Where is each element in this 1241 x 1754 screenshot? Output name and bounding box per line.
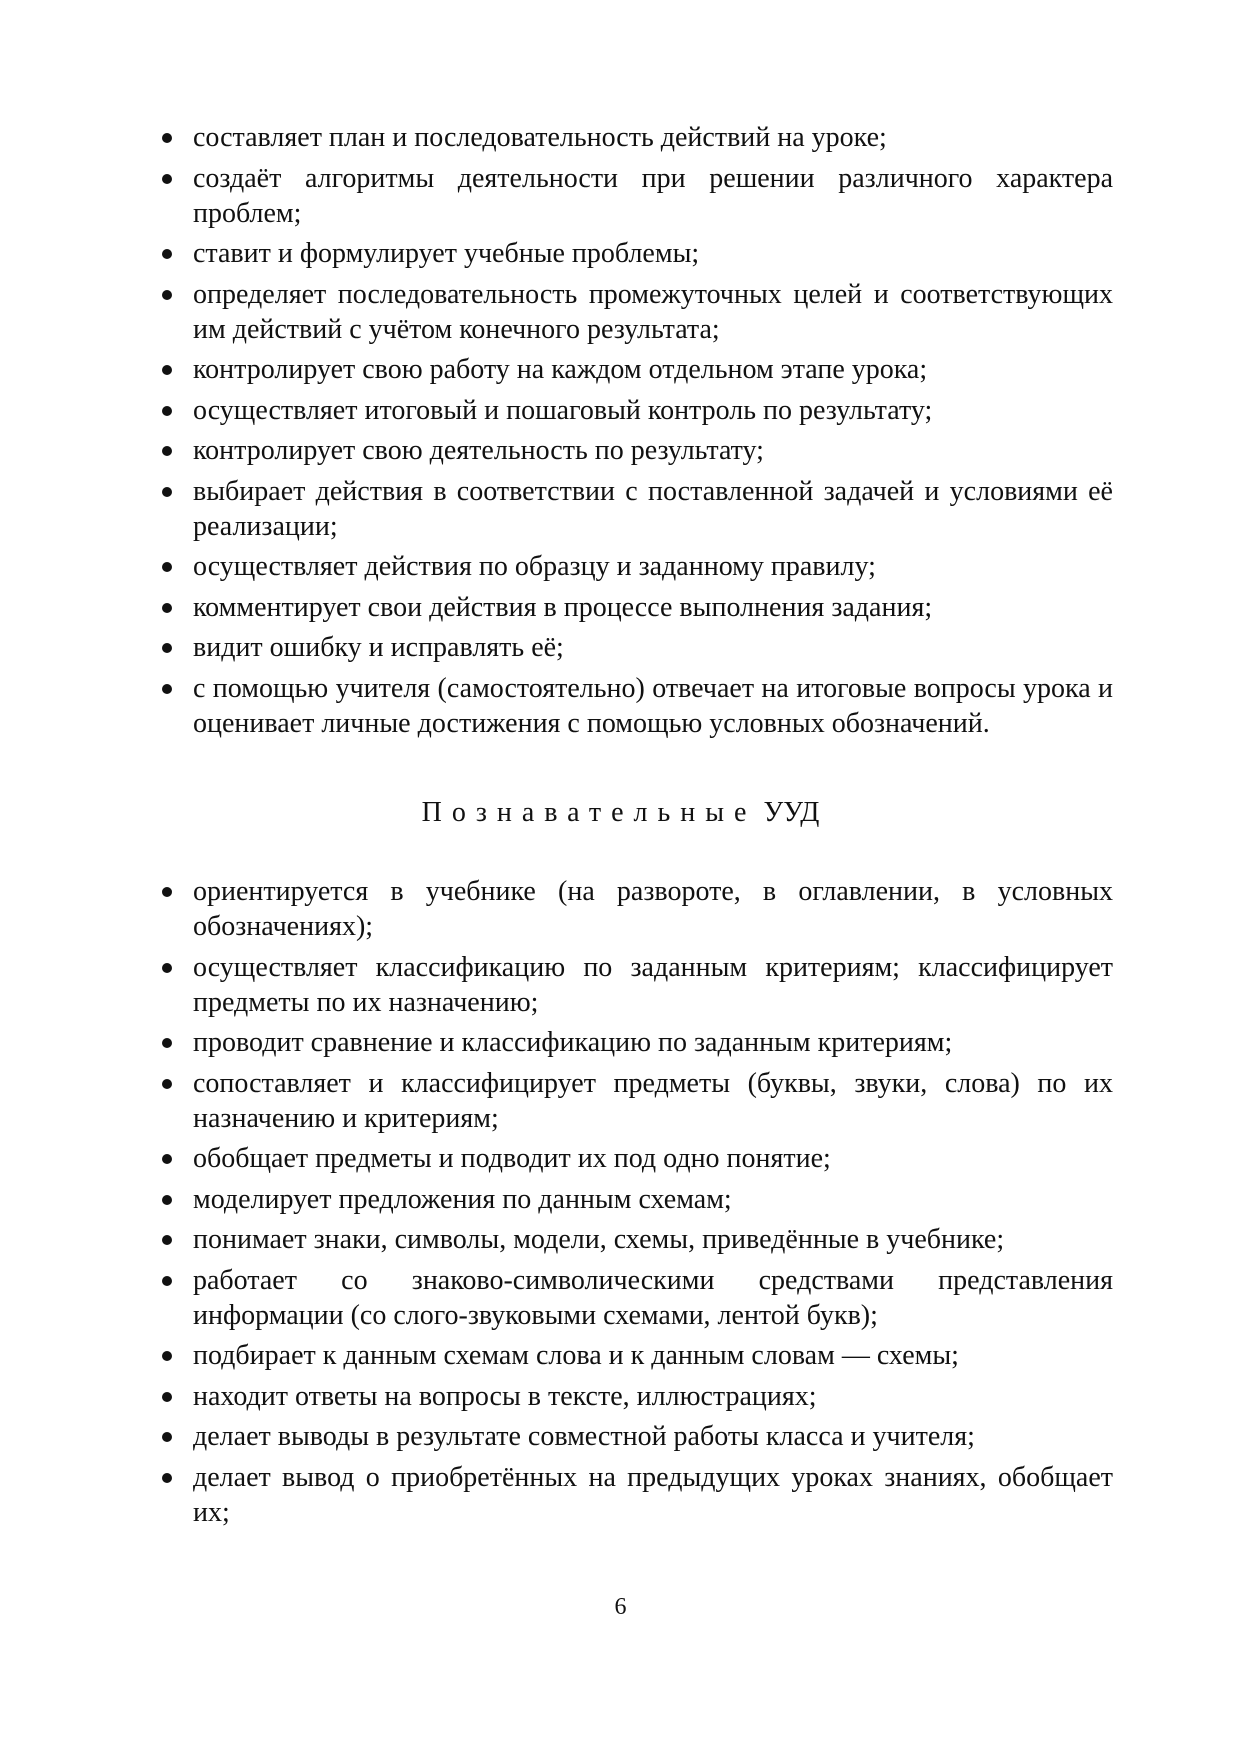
- list-item-text: осуществляет итоговый и пошаговый контроль по результату;: [193, 394, 933, 426]
- regulatory-uud-list: [193, 120, 1113, 746]
- list-item: [193, 1338, 1113, 1373]
- list-item-text: осуществляет классификацию по заданным критериям; классифицирует предметы по их назначению;: [193, 951, 1113, 1018]
- page-number: 6: [614, 1594, 627, 1620]
- list-item: [193, 1025, 1113, 1060]
- list-item-text: делает вывод о приобретённых на предыдущих уроках знаниях, обобщает их;: [193, 1461, 1113, 1528]
- list-item: [193, 161, 1113, 231]
- bullet-icon: [162, 643, 172, 653]
- list-item-text: подбирает к данным схемам слова и к данным словам — схемы;: [193, 1340, 959, 1371]
- bullet-icon: [162, 290, 172, 300]
- list-item-text: проводит сравнение и классификацию по заданным критериям;: [193, 1027, 953, 1058]
- list-item: [193, 630, 1113, 665]
- list-item-text: контролирует свою работу на каждом отдельном этапе урока;: [193, 354, 928, 385]
- bullet-icon: [162, 406, 172, 416]
- list-item-text: контролирует свою деятельность по результату;: [193, 435, 764, 466]
- bullet-icon: [162, 446, 172, 456]
- list-item: [193, 1222, 1113, 1257]
- list-item: [193, 671, 1113, 741]
- bullet-icon: [162, 1432, 172, 1442]
- list-item-text: ориентируется в учебнике (на развороте, в оглавлении, в условных обозначениях);: [193, 876, 1113, 942]
- list-item-text: понимает знаки, символы, модели, схемы, приведённые в учебнике;: [193, 1224, 1005, 1255]
- bullet-icon: [162, 133, 172, 143]
- list-item-text: составляет план и последовательность действий на уроке;: [193, 122, 887, 153]
- list-item-text: создаёт алгоритмы деятельности при решении различного характера проблем;: [193, 162, 1113, 229]
- section-heading: [0, 795, 1241, 830]
- list-item-text: видит ошибку и исправлять её;: [193, 632, 564, 663]
- bullet-icon: [162, 963, 172, 973]
- list-item: [193, 1379, 1113, 1414]
- list-item-text: обобщает предметы и подводит их под одно понятие;: [193, 1143, 831, 1174]
- list-item: [193, 120, 1113, 155]
- list-item: [193, 549, 1113, 584]
- bullet-icon: [162, 1351, 172, 1361]
- list-item: [193, 393, 1113, 428]
- list-item-text: работает со знаково-символическими средствами представления информации (со слого-звуковыми схемами, лентой букв);: [193, 1264, 1113, 1331]
- list-item-text: ставит и формулирует учебные проблемы;: [193, 238, 700, 269]
- cognitive-uud-list: [193, 874, 1113, 1535]
- list-item-text: выбирает действия в соответствии с поставленной задачей и условиями её реализации;: [193, 475, 1113, 542]
- bullet-icon: [162, 1195, 172, 1205]
- list-item-text: находит ответы на вопросы в тексте, иллюстрациях;: [193, 1380, 817, 1412]
- list-item-text: делает выводы в результате совместной работы класса и учителя;: [193, 1421, 975, 1452]
- section-heading-spaced: Познавательные: [421, 797, 757, 828]
- list-item: [193, 236, 1113, 271]
- list-item: [193, 1263, 1113, 1333]
- list-item-text: с помощью учителя (самостоятельно) отвечает на итоговые вопросы урока и оценивает личные достижения с помощью условных обозначений.: [193, 672, 1113, 739]
- list-item: [193, 433, 1113, 468]
- bullet-icon: [162, 603, 172, 613]
- list-item: [193, 474, 1113, 544]
- list-item: [193, 277, 1113, 347]
- bullet-icon: [162, 1276, 172, 1286]
- list-item: [193, 590, 1113, 625]
- list-item-text: осуществляет действия по образцу и заданному правилу;: [193, 551, 876, 582]
- bullet-icon: [162, 1079, 172, 1089]
- bullet-icon: [162, 249, 172, 259]
- list-item-text: сопоставляет и классифицирует предметы (буквы, звуки, слова) по их назначению и критериям;: [193, 1067, 1113, 1134]
- bullet-icon: [162, 174, 172, 184]
- bullet-icon: [162, 887, 172, 897]
- bullet-icon: [162, 487, 172, 497]
- bullet-icon: [162, 1235, 172, 1245]
- list-item: [193, 1182, 1113, 1217]
- list-item-text: моделирует предложения по данным схемам;: [193, 1183, 732, 1215]
- section-heading-abbr: УУД: [763, 797, 820, 828]
- bullet-icon: [162, 1038, 172, 1048]
- list-item: [193, 1141, 1113, 1176]
- bullet-icon: [162, 1154, 172, 1164]
- list-item: [193, 950, 1113, 1020]
- bullet-icon: [162, 562, 172, 572]
- list-item: [193, 352, 1113, 387]
- list-item-text: комментирует свои действия в процессе выполнения задания;: [193, 591, 933, 623]
- list-item: [193, 1419, 1113, 1454]
- list-item: [193, 1066, 1113, 1136]
- list-item: [193, 874, 1113, 944]
- list-item: [193, 1460, 1113, 1530]
- bullet-icon: [162, 365, 172, 375]
- list-item-text: определяет последовательность промежуточных целей и соответствующих им действий с учётом конечного результата;: [193, 278, 1113, 345]
- bullet-icon: [162, 684, 172, 694]
- bullet-icon: [162, 1473, 172, 1483]
- bullet-icon: [162, 1392, 172, 1402]
